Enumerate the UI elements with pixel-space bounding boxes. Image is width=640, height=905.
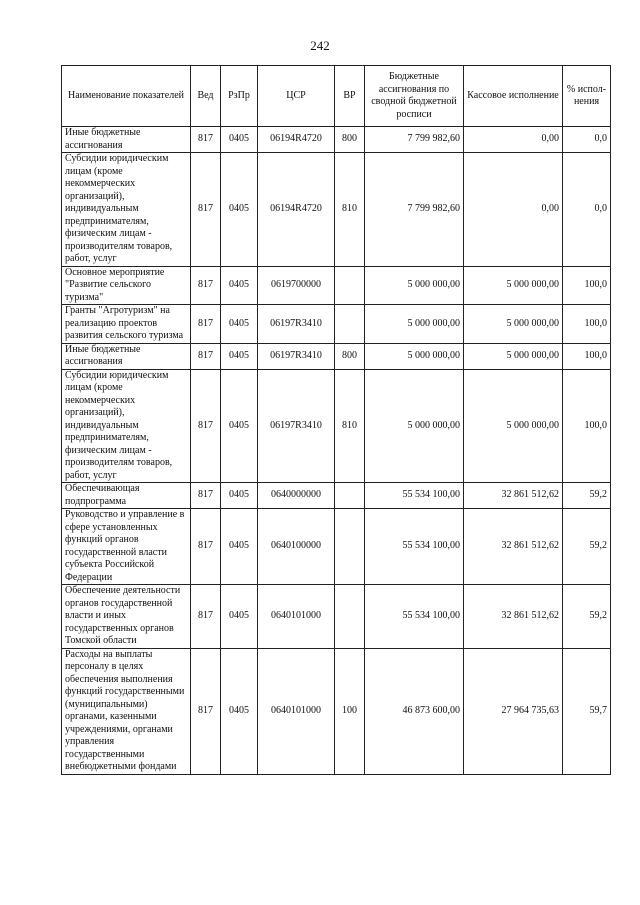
cell-csr: 0619700000 (258, 266, 335, 305)
cell-budget: 55 534 100,00 (365, 509, 464, 585)
table-row (62, 369, 611, 483)
cell-budget: 5 000 000,00 (365, 343, 464, 369)
header-ved: Вед (191, 66, 221, 127)
cell-cash: 5 000 000,00 (464, 369, 563, 483)
table-row (62, 585, 611, 649)
cell-pct: 100,0 (563, 343, 611, 369)
cell-name: Обеспечение деятельности органов государственной власти и иных государственных органов Томской области (62, 585, 191, 649)
cell-name: Субсидии юридическим лицам (кроме некоммерческих организаций), индивидуальным предпринимателям, физическим лицам - производителям товаров, работ, услуг (62, 153, 191, 267)
table-row (62, 648, 611, 774)
cell-vr: 810 (335, 153, 365, 267)
cell-cash: 5 000 000,00 (464, 343, 563, 369)
cell-ved: 817 (191, 153, 221, 267)
header-row (62, 66, 611, 127)
table-row (62, 127, 611, 153)
cell-csr: 06197R3410 (258, 305, 335, 344)
table-row (62, 343, 611, 369)
cell-ved: 817 (191, 266, 221, 305)
cell-pct: 59,2 (563, 585, 611, 649)
cell-ved: 817 (191, 648, 221, 774)
cell-cash: 0,00 (464, 127, 563, 153)
cell-csr: 0640100000 (258, 509, 335, 585)
table-row (62, 483, 611, 509)
cell-rzpr: 0405 (221, 127, 258, 153)
cell-vr (335, 483, 365, 509)
cell-budget: 7 799 982,60 (365, 153, 464, 267)
cell-csr: 06197R3410 (258, 343, 335, 369)
cell-rzpr: 0405 (221, 585, 258, 649)
cell-csr: 0640000000 (258, 483, 335, 509)
cell-cash: 0,00 (464, 153, 563, 267)
cell-pct: 100,0 (563, 369, 611, 483)
cell-budget: 5 000 000,00 (365, 266, 464, 305)
cell-ved: 817 (191, 585, 221, 649)
cell-name: Иные бюджетные ассигнования (62, 343, 191, 369)
cell-pct: 0,0 (563, 127, 611, 153)
cell-cash: 32 861 512,62 (464, 483, 563, 509)
header-rzpr: РзПр (221, 66, 258, 127)
cell-name: Расходы на выплаты персоналу в целях обеспечения выполнения функций государственными (муниципальными) органами, казенными учреждениями, органами управления государственными внебюджетными фондами (62, 648, 191, 774)
cell-rzpr: 0405 (221, 343, 258, 369)
cell-rzpr: 0405 (221, 509, 258, 585)
cell-cash: 27 964 735,63 (464, 648, 563, 774)
cell-name: Основное мероприятие "Развитие сельского туризма" (62, 266, 191, 305)
cell-ved: 817 (191, 509, 221, 585)
cell-budget: 55 534 100,00 (365, 585, 464, 649)
table-row (62, 305, 611, 344)
cell-budget: 5 000 000,00 (365, 305, 464, 344)
cell-rzpr: 0405 (221, 153, 258, 267)
cell-budget: 46 873 600,00 (365, 648, 464, 774)
budget-table (61, 65, 611, 775)
cell-cash: 5 000 000,00 (464, 305, 563, 344)
cell-vr: 810 (335, 369, 365, 483)
cell-vr (335, 585, 365, 649)
cell-csr: 06194R4720 (258, 127, 335, 153)
cell-rzpr: 0405 (221, 305, 258, 344)
cell-pct: 0,0 (563, 153, 611, 267)
header-vr: ВР (335, 66, 365, 127)
cell-name: Обеспечивающая подпрограмма (62, 483, 191, 509)
cell-pct: 100,0 (563, 266, 611, 305)
cell-ved: 817 (191, 127, 221, 153)
cell-name: Руководство и управление в сфере установленных функций органов государственной власти субъекта Российской Федерации (62, 509, 191, 585)
header-name: Наименование показателей (62, 66, 191, 127)
header-budget: Бюджетные ассигнования по сводной бюджетной росписи (365, 66, 464, 127)
cell-ved: 817 (191, 305, 221, 344)
cell-vr (335, 266, 365, 305)
cell-cash: 32 861 512,62 (464, 509, 563, 585)
cell-budget: 5 000 000,00 (365, 369, 464, 483)
table-row (62, 509, 611, 585)
header-cash: Кассовое исполнение (464, 66, 563, 127)
cell-name: Субсидии юридическим лицам (кроме некоммерческих организаций), индивидуальным предпринимателям, физическим лицам - производителям товаров, работ, услуг (62, 369, 191, 483)
cell-cash: 32 861 512,62 (464, 585, 563, 649)
cell-csr: 06194R4720 (258, 153, 335, 267)
cell-pct: 59,2 (563, 483, 611, 509)
cell-rzpr: 0405 (221, 483, 258, 509)
cell-pct: 59,2 (563, 509, 611, 585)
cell-rzpr: 0405 (221, 369, 258, 483)
cell-rzpr: 0405 (221, 266, 258, 305)
cell-csr: 0640101000 (258, 648, 335, 774)
table-body (62, 127, 611, 775)
cell-vr: 100 (335, 648, 365, 774)
cell-pct: 100,0 (563, 305, 611, 344)
cell-ved: 817 (191, 483, 221, 509)
header-csr: ЦСР (258, 66, 335, 127)
cell-csr: 0640101000 (258, 585, 335, 649)
table-row (62, 266, 611, 305)
cell-ved: 817 (191, 343, 221, 369)
page-number: 242 (310, 38, 330, 53)
cell-rzpr: 0405 (221, 648, 258, 774)
cell-csr: 06197R3410 (258, 369, 335, 483)
header-pct: % испол-нения (563, 66, 611, 127)
cell-vr: 800 (335, 343, 365, 369)
cell-vr (335, 305, 365, 344)
cell-vr (335, 509, 365, 585)
cell-budget: 55 534 100,00 (365, 483, 464, 509)
cell-vr: 800 (335, 127, 365, 153)
cell-pct: 59,7 (563, 648, 611, 774)
cell-budget: 7 799 982,60 (365, 127, 464, 153)
cell-name: Гранты "Агротуризм" на реализацию проектов развития сельского туризма (62, 305, 191, 344)
cell-cash: 5 000 000,00 (464, 266, 563, 305)
cell-name: Иные бюджетные ассигнования (62, 127, 191, 153)
table-row (62, 153, 611, 267)
cell-ved: 817 (191, 369, 221, 483)
